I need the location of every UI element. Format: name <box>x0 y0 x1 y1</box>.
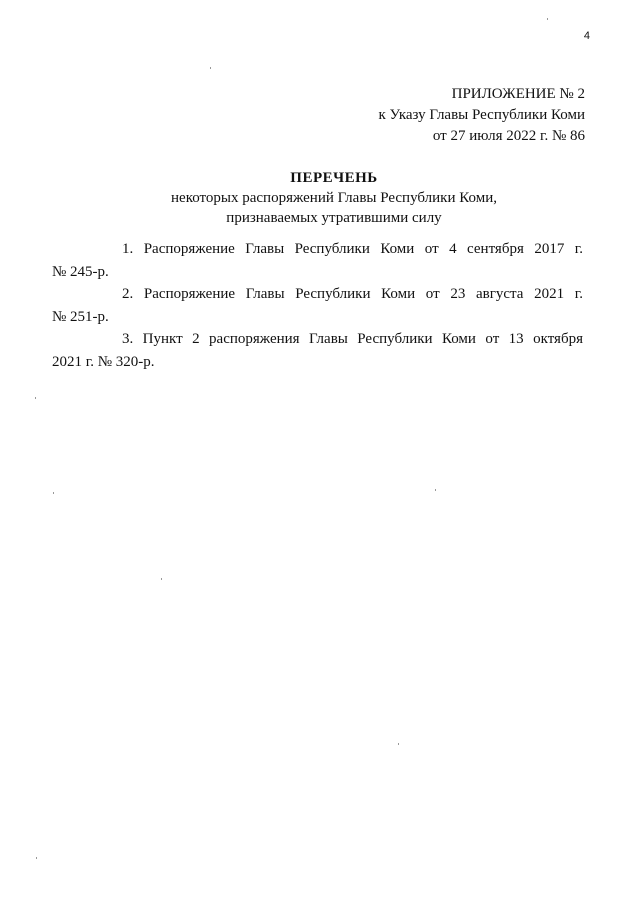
scan-speck <box>435 489 436 491</box>
scan-speck <box>547 18 548 20</box>
list-item-3 <box>52 328 583 373</box>
list-item-1 <box>52 238 583 283</box>
list-item-1-line1: 1. Распоряжение Главы Республики Коми от 4 сентября 2017 г. <box>122 241 583 257</box>
scan-speck <box>398 743 399 745</box>
list-item-3-line2: 2021 г. № 320-р. <box>52 353 155 370</box>
list-item-2-line1: 2. Распоряжение Главы Республики Коми от 23 августа 2021 г. <box>122 286 583 302</box>
list-item-3-line1: 3. Пункт 2 распоряжения Главы Республики Коми от 13 октября <box>122 331 583 347</box>
appendix-decree-date: от 27 июля 2022 г. № 86 <box>432 128 585 144</box>
appendix-title: ПРИЛОЖЕНИЕ № 2 <box>451 86 585 102</box>
scan-speck <box>210 67 211 69</box>
list-subtitle-line2: признаваемых утратившими силу <box>226 210 442 226</box>
revoked-orders-list <box>52 238 583 373</box>
page-number: 4 <box>583 30 590 42</box>
list-subtitle-line1: некоторых распоряжений Главы Республики Коми, <box>171 190 497 206</box>
list-item-1-line2: № 245-р. <box>52 263 109 280</box>
list-title-main: ПЕРЕЧЕНЬ <box>290 170 378 186</box>
list-item-2 <box>52 283 583 328</box>
list-heading <box>0 168 640 228</box>
scan-speck <box>161 578 162 580</box>
list-item-2-line2: № 251-р. <box>52 308 109 325</box>
scan-speck <box>53 492 54 494</box>
appendix-decree-ref: к Указу Главы Республики Коми <box>378 107 585 123</box>
scan-speck <box>35 397 36 399</box>
appendix-header <box>378 84 585 147</box>
scan-speck <box>36 857 37 859</box>
